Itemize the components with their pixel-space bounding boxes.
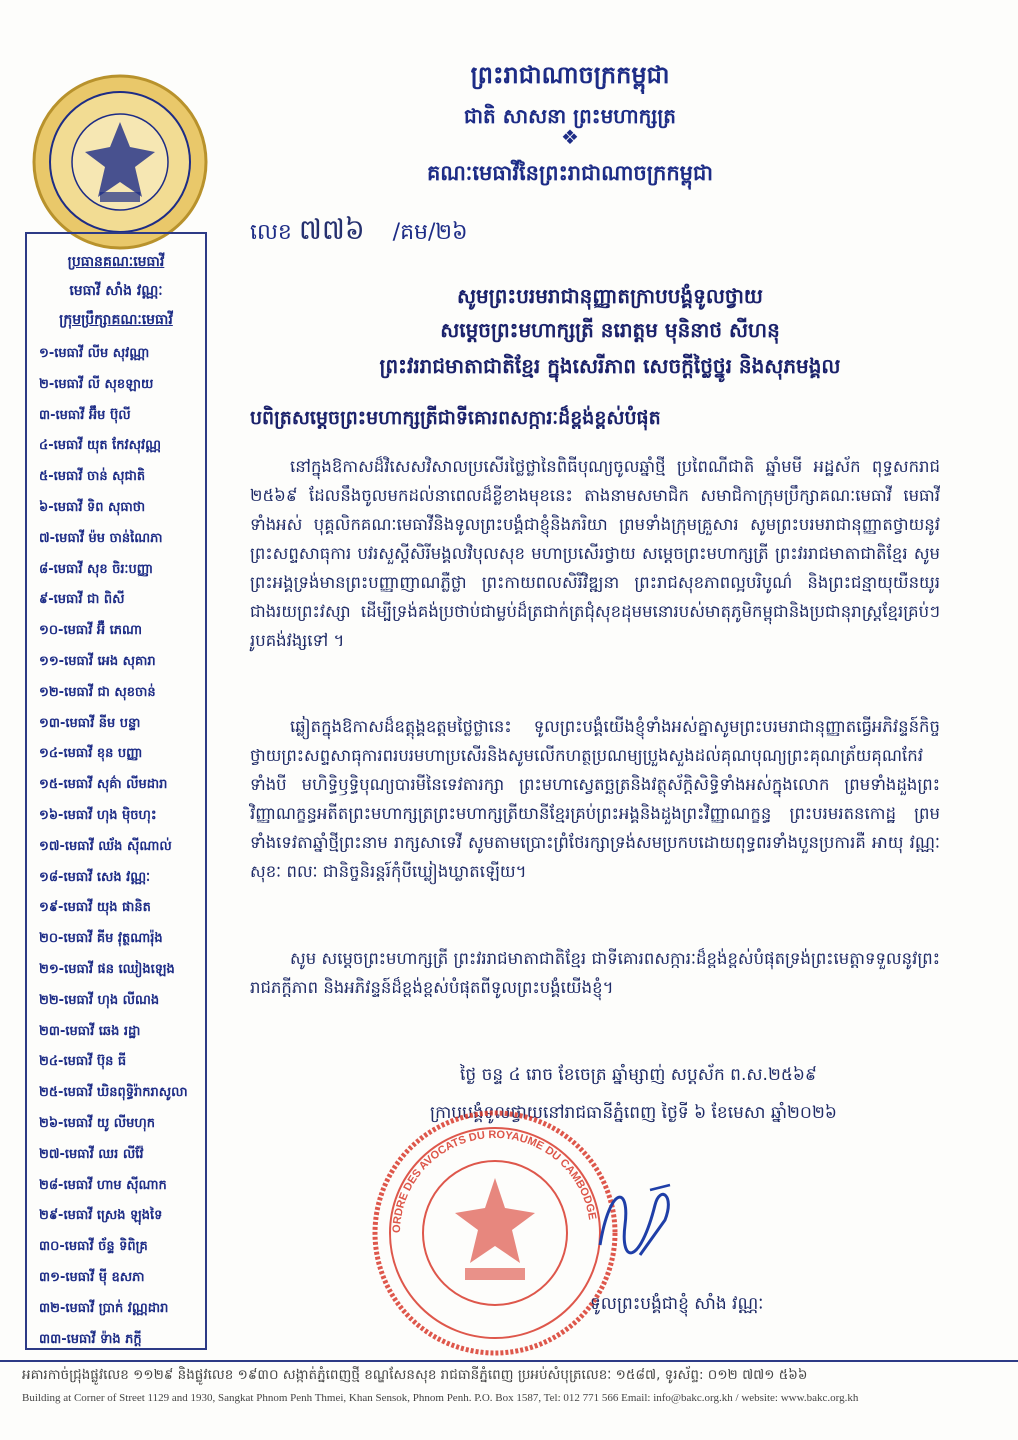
council-member: ៥-មេធាវី ចាន់ សុជាតិ [39,469,146,485]
council-member: ១-មេធាវី លីម សុវណ្ណា [39,346,150,361]
council-sidebar [25,232,207,1350]
council-name: គណៈមេធាវីនៃព្រះរាជាណាចក្រកម្ពុជា [426,161,714,185]
lunar-date: ថ្ងៃ ចន្ទ ៤ រោច ខែចេត្រ ឆ្នាំម្សាញ់ សប្តស័ក ព.ស.២៥៦៩ [460,1065,817,1085]
reference-number [250,212,468,253]
council-member: ៣១-មេធាវី មុី ឧសភា [39,1269,145,1285]
council-member: ៤-មេធាវី យុត កែវសុវណ្ណ [39,438,162,454]
council-member: ២២-មេធាវី ហុង លីណង [39,992,160,1008]
council-member: ២៩-មេធាវី ស្រេង ឡុងទៃ [39,1208,163,1224]
member-list [33,339,199,1355]
ref-label: លេខ [250,220,292,245]
council-member: ១៧-មេធាវី ឈ័ង ស៊ីណាល់ [39,838,172,854]
title-line-2: សម្ដេចព្រះមហាក្សត្រី នរោត្តម មុនិនាថ សីហនុ [440,318,780,342]
council-member: ៧-មេធាវី ម៉ម ចាន់ណៃភា [39,530,163,546]
council-member: ២៦-មេធាវី យូ លីមហុក [39,1115,156,1131]
ref-number: ៧៧៦ [298,213,365,246]
seal-text: ORDRE DES AVOCATS DU ROYAUME DU CAMBODGE [390,1128,599,1234]
council-member: ២៧-មេធាវី ឈរ លីវ៉ែ [39,1146,144,1162]
council-member: ២៣-មេធាវី ឆេង រដ្ឋា [39,1023,141,1039]
body-paragraph-2: ឆ្លៀតក្នុងឱកាសដ៏ឧត្តុង្គឧត្តមថ្លៃថ្លានេះ ទូលព្រះបង្គំយើងខ្ញុំទាំងអស់គ្នាសូមព្រះបរមរាជានុញ្ញាតធ្វើអភិវន្ទន៍កិច្ចថ្វាយព្រះសព្ទសាធុការពរបរមហាប្រសើរនិងសូមលើកហត្ថប្រណម្យប្រួងសួងដល់គុណបុណ្យព្រះគុណត្រ័យគុណកែវទាំងបី មហិទ្ធិឫទ្ធិបុណ្យបារមីនៃទេវតារក្សា ព្រះមហាស្វេតច្ឆត្រនិងវត្ថុស័ក្តិសិទ្ធិទាំងអស់ក្នុងលោក ព្រមទាំងដួងព្រះវិញ្ញាណក្ខន្ធអតីតព្រះមហាក្សត្រព្រះមហាក្សត្រីយានីខ្មែរគ្រប់ព្រះអង្គនិងដួងព្រះវិញ្ញាណក្ខន្ធ ព្រះបរមរតនកោដ្ឋ ព្រមទាំងទេវតាឆ្នាំថ្មីព្រះនាម រាក្សសាទេវី សូមតាមប្រោះព្រំថែរក្សាទ្រង់សមប្រកបដោយពុទ្ធពរទាំងបួនប្រការគឺ អាយុ វណ្ណៈ សុខៈ ពលៈ ជានិច្ចនិរន្តរ៍កុំបីឃ្លៀងឃ្លាតឡើយ។ [250,717,940,881]
council-member: ៣០-មេធាវី ច័ន្ទ ទិពិគ្រ [39,1239,148,1255]
president-name: មេធាវី សាំង វណ្ណៈ [69,283,163,299]
title-line-3: ព្រះវររាជមាតាជាតិខ្មែរ ក្នុងសេរីភាព សេចក្ដីថ្លៃថ្នូរ និងសុភមង្គល [379,354,841,378]
signature [580,1165,690,1275]
council-member: ៣២-មេធាវី ប្រាក់ វណ្ណដារា [39,1300,169,1316]
national-motto: ជាតិ សាសនា ព្រះមហាក្សត្រ [464,104,676,128]
council-member: ២១-មេធាវី ផន ឈៀងឡេង [39,961,175,977]
council-member: ១៥-មេធាវី សុគ៌ា លីមដារា [39,777,168,793]
ref-suffix: /គម/២៦ [392,220,468,245]
council-member: ៣-មេធាវី អ៊ឹម ប៊ុលី [39,407,131,423]
body-paragraph-3: សូម សម្ដេចព្រះមហាក្សត្រី ព្រះវររាជមាតាជាតិខ្មែរ ជាទីគោរពសក្ការៈដ៏ខ្ពង់ខ្ពស់បំផុតទ្រង់ព្រះមេត្តាទទួលនូវព្រះរាជភក្ដីភាព និងអភិវន្ទន៍ដ៏ខ្ពង់ខ្ពស់បំផុតពីទូលព្រះបង្គំយើងខ្ញុំ។ [250,949,940,997]
council-member: ២៨-មេធាវី ហាម ស៊ីណាក [39,1177,167,1193]
council-member: ១២-មេធាវី ជា សុខចាន់ [39,684,156,700]
council-member: ១០-មេធាវី អ៊ឺ ភេណា [39,623,142,639]
council-member: ៨-មេធាវី សុខ ចិរៈបញ្ញា [39,561,154,577]
council-member: ១៦-មេធាវី ហុង ម៉ិចហុះ [39,807,157,823]
ornament-divider: ❖ [561,125,579,149]
council-member: ២០-មេធាវី គីម វុត្ថណារ៉ុង [39,931,163,947]
body-paragraph-1: នៅក្នុងឱកាសដ៏វិសេសវិសាលប្រសើរថ្លៃថ្លានៃពិធីបុណ្យចូលឆ្នាំថ្មី ប្រពៃណីជាតិ ឆ្នាំមមី អដ្ឋស័ក ពុទ្ធសករាជ ២៥៦៩ ដែលនឹងចូលមកដល់នាពេលដ៏ខ្លីខាងមុខនេះ តាងនាមសមាជិក សមាជិកាក្រុមប្រឹក្សាគណៈមេធាវី មេធាវីទាំងអស់ បុគ្គលិកគណៈមេធាវីនិងទូលព្រះបង្គំជាខ្ញុំនិងភរិយា ព្រមទាំងក្រុមគ្រួសារ សូមព្រះបរមរាជានុញ្ញាតថ្វាយនូវព្រះសព្ទសាធុការ បវរសួស្ដីសិរីមង្គលវិបុលសុខ មហាប្រសើរថ្វាយ សម្ដេចព្រះមហាក្សត្រី ព្រះវររាជមាតាជាតិខ្មែរ សូមព្រះអង្គទ្រង់មានព្រះបញ្ញាញាណភ្លឺថ្លា ព្រះកាយពលសិរីវិឌ្ឍនា ព្រះរាជសុខភាពល្អបរិបូណ៌ និងព្រះជន្មាយុយឺនយូរជាងរយព្រះវស្សា ដើម្បីទ្រង់គង់ប្រថាប់ជាម្លប់ដ៏ត្រជាក់ត្រជុំសុខដុមមនោរបស់មាតុភូមិកម្ពុជានិងប្រជានុរាស្ត្រខ្មែរគ្រប់ៗរូបគង់វង្សទៅ ។ [250,457,940,650]
council-member: ១៣-មេធាវី នីម បន្ទា [39,715,141,731]
footer-address-khmer: អគារកាច់ជ្រុងផ្លូវលេខ ១១២៩ និងផ្លូវលេខ ១៩៣០ សង្កាត់ភ្នំពេញថ្មី ខណ្ឌសែនសុខ រាជធានីភ្នំពេញ ប្រអប់សំបុត្រលេខៈ ១៥៨៧, ទូរស័ព្ទ: ០១២ ៧៧១ ៥៦៦ [22,1367,808,1383]
footer-address-english: Building at Corner of Street 1129 and 1930, Sangkat Phnom Penh Thmei, Khan Sensok, Phnom Penh. P.O. Box 1587, Tel: 012 771 566 Email: info@bakc.org.kh / website: www.bakc.org.kh [22,1392,859,1404]
council-member: ៦-មេធាវី ទិព សុធាថា [39,499,146,515]
footer-rule [0,1360,1018,1362]
council-member: ៩-មេធាវី ជា ពិសី [39,592,125,608]
board-heading: ក្រុមប្រឹក្សាគណៈមេធាវី [59,312,173,328]
council-member: ៣៣-មេធាវី ទ៉ាង ភក្តី [39,1331,142,1347]
council-member: ២៥-មេធាវី ឃិនពុទ្ធិរ៉ាករាសូលា [39,1085,188,1101]
president-heading: ប្រធានគណៈមេធាវី [67,254,165,270]
kingdom-heading: ព្រះរាជាណាចក្រកម្ពុជា [470,61,670,89]
salutation: បពិត្រសម្ដេចព្រះមហាក្សត្រីជាទីគោរពសក្ការៈដ៏ខ្ពង់ខ្ពស់បំផុត [250,407,661,429]
solar-date: ក្រាបបង្គំទូលថ្វាយនៅរាជធានីភ្នំពេញ ថ្ងៃទី ៦ ខែមេសា ឆ្នាំ២០២៦ [430,1103,837,1123]
council-member: ២-មេធាវី លី សុខឡាយ [39,376,154,392]
council-member: ១៤-មេធាវី ខុន បញ្ញា [39,746,143,762]
council-member: ១១-មេធាវី អេង សុគារា [39,653,156,669]
council-member: ១៨-មេធាវី សេង វណ្ណៈ [39,869,151,885]
title-line-1: សូមព្រះបរមរាជានុញ្ញាតក្រាបបង្គំទូលថ្វាយ [457,284,763,308]
signer-name: ទូលព្រះបង្គំជាខ្ញុំ សាំង វណ្ណៈ [590,1294,764,1314]
council-member: ២៤-មេធាវី ប៊ុន ធី [39,1054,127,1070]
council-member: ១៩-មេធាវី យុង ផានិត [39,900,151,916]
bar-association-logo [30,72,210,252]
